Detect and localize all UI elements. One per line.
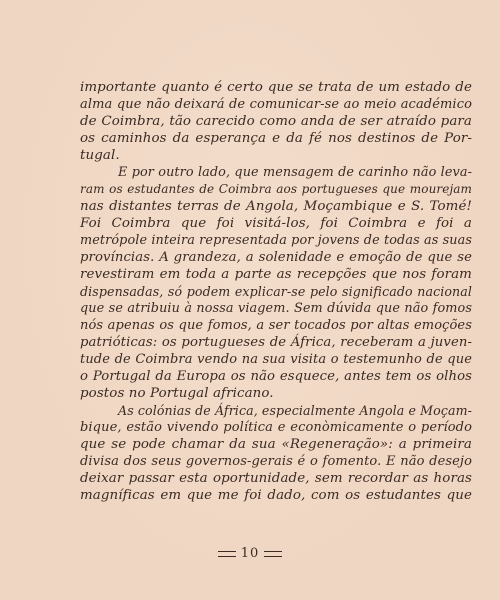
text-line: Foi Coimbra que foi visitá-los, foi Coimbra e foi a bbox=[80, 216, 472, 231]
text-line: divisa dos seus governos-gerais é o fomento. E não desejo bbox=[80, 454, 472, 469]
text-line: postos no Portugal africano. bbox=[80, 386, 274, 401]
text-line: bique, estão vivendo política e econòmicamente o período bbox=[80, 420, 472, 435]
text-line: províncias. A grandeza, a solenidade e emoção de que se bbox=[80, 250, 472, 265]
text-line: magníficas em que me foi dado, com os estudantes que bbox=[80, 488, 472, 503]
text-line: de Coimbra, tão carecido como anda de ser atraído para bbox=[80, 114, 472, 129]
footer-rule-right bbox=[264, 551, 282, 557]
text-line: revestiram em toda a parte as recepções que nos foram bbox=[80, 267, 472, 282]
text-line: o Portugal da Europa os não esquece, antes tem os olhos bbox=[80, 369, 472, 384]
text-line: tude de Coimbra vendo na sua visita o testemunho de que bbox=[80, 352, 472, 367]
page-number: 10 bbox=[240, 546, 260, 561]
text-line: importante quanto é certo que se trata de um estado de bbox=[80, 80, 472, 95]
footer-rule-left bbox=[218, 551, 236, 557]
text-line: nas distantes terras de Angola, Moçambique e S. Tomé! bbox=[80, 199, 472, 214]
body-text bbox=[80, 79, 472, 504]
paragraph-start-line: As colónias de África, especialmente Angola e Moçam- bbox=[118, 403, 472, 418]
text-line: que se pode chamar da sua «Regeneração»: a primeira bbox=[80, 437, 472, 452]
text-line: alma que não deixará de comunicar-se ao meio académico bbox=[80, 97, 472, 112]
paragraph-start-line: E por outro lado, que mensagem de carinho não leva- bbox=[118, 165, 472, 180]
text-line: deixar passar esta oportunidade, sem recordar as horas bbox=[80, 471, 472, 486]
text-line: tugal. bbox=[80, 148, 120, 163]
text-line: dispensadas, só podem explicar-se pelo significado nacional bbox=[80, 284, 472, 299]
page-footer bbox=[0, 546, 500, 561]
text-line: ram os estudantes de Coimbra aos portugueses que mourejam bbox=[80, 182, 472, 196]
text-line: que se atribuiu à nossa viagem. Sem dúvida que não fomos bbox=[80, 301, 472, 316]
text-line: metrópole inteira representada por jovens de todas as suas bbox=[80, 233, 472, 248]
text-line: nós apenas os que fomos, a ser tocados por altas emoções bbox=[80, 318, 472, 333]
text-line: os caminhos da esperança e da fé nos destinos de Por- bbox=[80, 131, 472, 146]
text-line: patrióticas: os portugueses de África, receberam a juven- bbox=[80, 335, 472, 350]
